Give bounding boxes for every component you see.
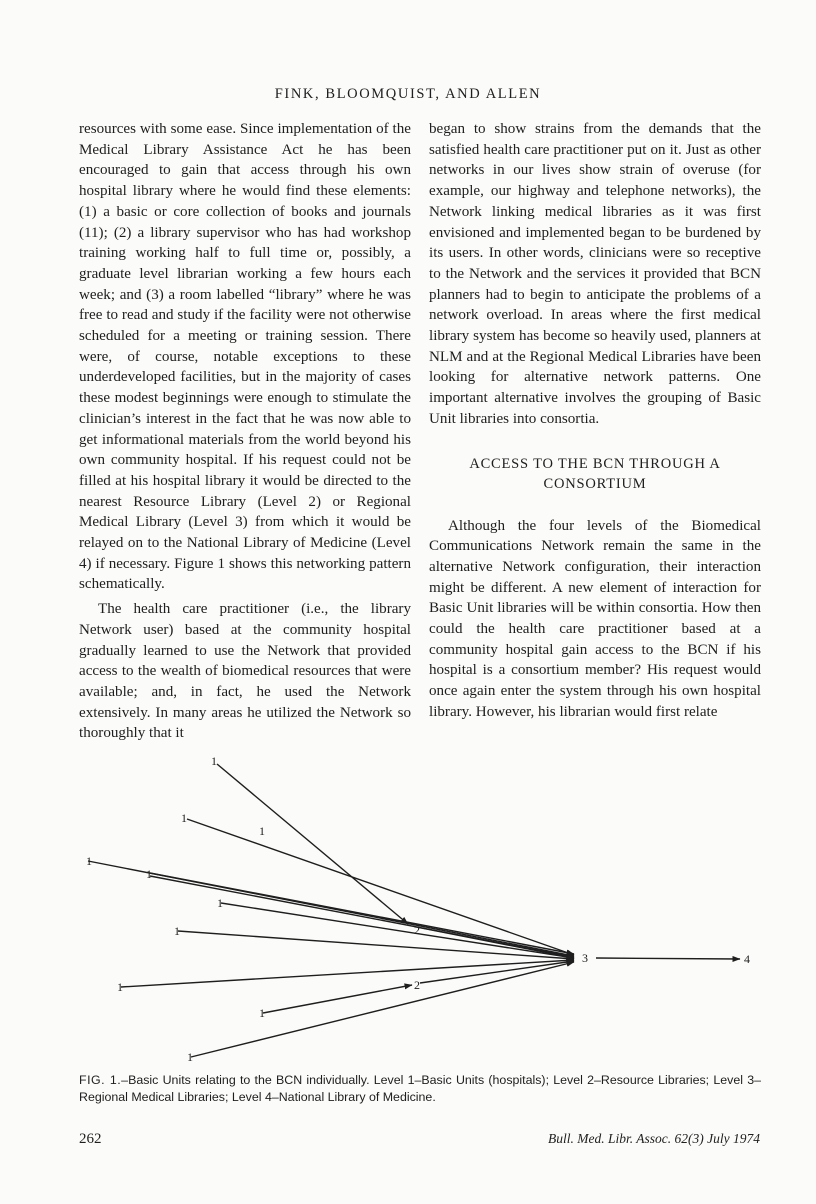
section-heading-line-2: CONSORTIUM (543, 476, 647, 493)
figure-caption (79, 1072, 761, 1105)
node-label-b7: 1 (117, 980, 123, 994)
edge-regional-to-national (596, 958, 740, 959)
left-column (79, 119, 411, 744)
node-label-national: 4 (744, 952, 750, 966)
left-paragraph-1: resources with some ease. Since implementation of the Medical Library Assistance Act he has been encouraged to gain that access through his own hospital library where he would find these elements: (1) a basic or core collection of books and journals (11); (2) a library supervisor who has had workshop training working half to full time or, possibly, a graduate level librarian working a few hours each week; and (3) a room labelled “library” where he was free to read and study if the facility were not otherwise scheduled for a meeting or training session. There were, of course, notable exceptions to these underdeveloped facilities, but in the majority of cases these modest beginnings were enough to stimulate the clinician’s interest in the fact that he was now able to get informational materials from the world beyond his own community hospital. If his request could not be filled at his hospital library it would be directed to the nearest Resource Library (Level 2) or Regional Medical Library (Level 3) from which it would be relayed on to the National Library of Medicine (Level 4) if necessary. Figure 1 shows this networking pattern schematically. (79, 121, 411, 593)
edge-basic-unit-8 (191, 962, 574, 1057)
right-paragraph-2: Although the four levels of the Biomedical Communications Network remain the same in the alternative Network configuration, their interaction might be different. A new element of interaction for Basic Unit libraries will be within consortia. How then could the health care practitioner based at a community hospital gain access to the BCN if his hospital is a consortium member? His request would once again enter the system through his own hospital library. However, his librarian would first relate (429, 517, 761, 720)
node-label-mid: 1 (259, 824, 265, 838)
journal-citation: Bull. Med. Libr. Assoc. 62(3) July 1974 (548, 1131, 760, 1146)
page-number: 262 (79, 1131, 102, 1147)
edge-basic-unit-7 (121, 960, 574, 987)
section-heading (429, 454, 761, 495)
left-paragraph-2: The health care practitioner (i.e., the library Network user) based at the community hospital gradually learned to use the Network that provided access to the wealth of biomedical resources that were available; and, in fact, he used the Network extensively. In many areas he utilized the Network so thoroughly that it (79, 601, 411, 742)
node-label-resource-lower: 2 (414, 978, 420, 992)
caption-text: –Basic Units relating to the BCN individually. Level 1–Basic Units (hospitals); Level 2–Resource Libraries; Level 3–Regional Medical Libraries; Level 4–National Library of Medicine. (79, 1073, 761, 1104)
node-label-b4: 1 (146, 867, 152, 881)
edge-basic-unit-to-resource-lower (263, 985, 412, 1013)
edge-basic-unit-4b (150, 876, 574, 957)
right-column (429, 119, 761, 723)
node-label-b9: 1 (187, 1050, 193, 1064)
node-label-top: 1 (211, 754, 217, 768)
edge-basic-unit-5 (221, 903, 574, 958)
edge-top-to-resource (217, 764, 408, 924)
node-label-b2: 1 (181, 811, 187, 825)
node-label-b6: 1 (174, 924, 180, 938)
node-label-resource-upper: 2 (414, 923, 420, 937)
node-label-b8: 1 (259, 1006, 265, 1020)
node-label-b5: 1 (217, 896, 223, 910)
caption-prefix: FIG. 1. (79, 1073, 122, 1087)
network-figure (0, 735, 816, 1070)
right-paragraph-1: began to show strains from the demands that the satisfied health care practitioner put on it. Just as other networks in our lives show strain of overuse (for example, our highway and telephone networks), the Network linking medical libraries as it was first envisioned and implemented began to be burdened by its users. In other words, clinicians were so receptive to the Network and the services it provided that BCN planners had to begin to anticipate the problems of a network overload. In areas where the first medical library system has become so heavily used, planners at NLM and at the Regional Medical Libraries have been looking for alternative network patterns. One important alternative involves the grouping of Basic Unit libraries into consortia. (429, 121, 761, 427)
section-heading-line-1: ACCESS TO THE BCN THROUGH A (469, 455, 721, 472)
edge-basic-unit-2 (187, 819, 574, 955)
node-label-regional: 3 (582, 951, 588, 965)
node-label-b3: 1 (86, 854, 92, 868)
running-header: FINK, BLOOMQUIST, AND ALLEN (274, 86, 542, 102)
